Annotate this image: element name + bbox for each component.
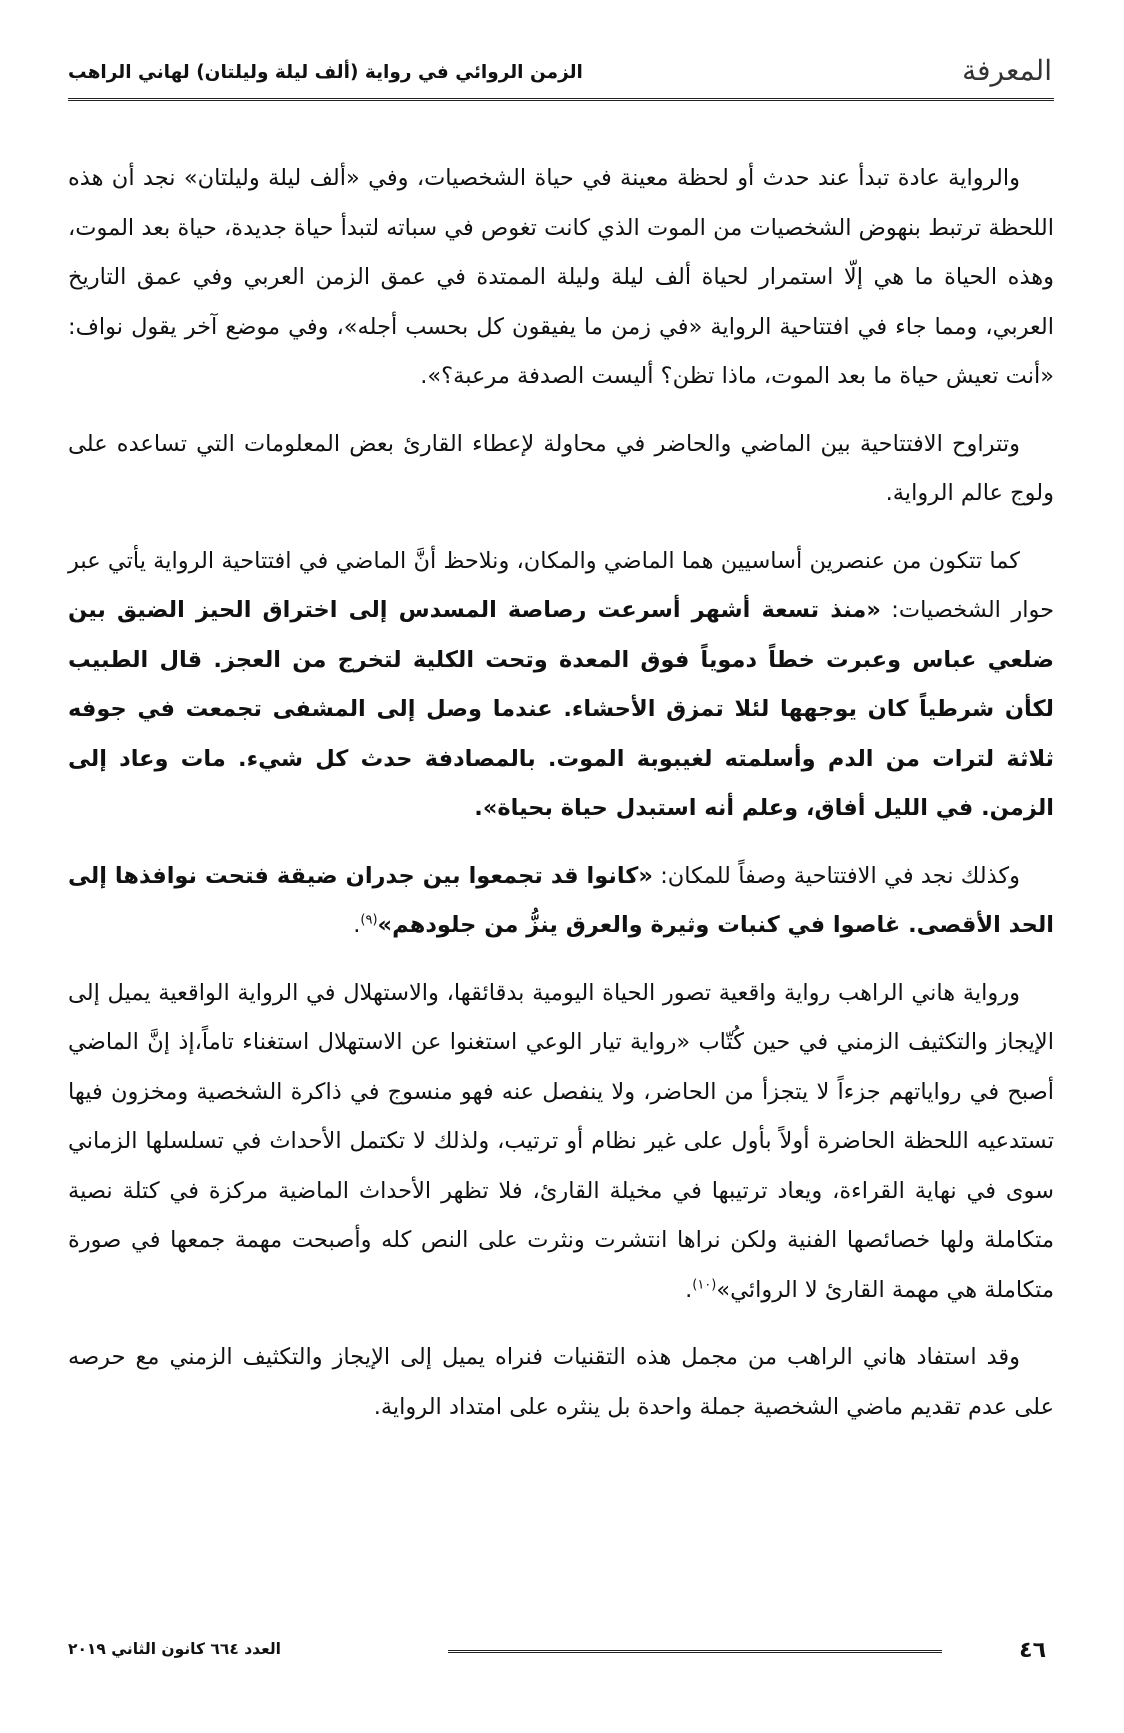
quote-bold: «منذ تسعة أشهر أسرعت رصاصة المسدس إلى اختراق الحيز الضيق بين ضلعي عباس وعبرت خطاً دموياً فوق المعدة وتحت الكلية لتخرج من العجز. قال الطبيب لكأن شرطياً كان يوجهها لئلا تمزق الأحشاء. عندما وصل إلى المشفى تجمعت في جوفه ثلاثة لترات من الدم وأسلمته لغيبوبة الموت. بالمصادفة حدث كل شيء. مات وعاد إلى الزمن. في الليل أفاق، وعلم أنه استبدل حياة بحياة».: [68, 597, 1054, 821]
paragraph-6: وقد استفاد هاني الراهب من مجمل هذه التقنيات فنراه يميل إلى الإيجاز والتكثيف الزمني مع حرصه على عدم تقديم ماضي الشخصية جملة واحدة بل ينثره على امتداد الرواية.: [68, 1344, 1054, 1420]
paragraph-5: ورواية هاني الراهب رواية واقعية تصور الحياة اليومية بدقائقها، والاستهلال في الرواية الواقعية يميل إلى الإيجاز والتكثيف الزمني في حين كُتّاب «رواية تيار الوعي استغنوا عن الاستهلال استغناء تاماً،إذ إنَّ الماضي أصبح في رواياتهم جزءاً لا يتجزأ من الحاضر، ولا ينفصل عنه فهو منسوج في ذاكرة الشخصية ومخزون فيها تستدعيه اللحظة الحاضرة أولاً بأول على غير نظام أو ترتيب، ولذلك لا تكتمل الأحداث في تسلسلها الزماني سوى في نهاية القراءة، ويعاد ترتيبها في مخيلة القارئ، فلا تظهر الأحداث الماضية مركزة في كتلة نصية متكاملة ولها خصائصها الفنية ولكن نراها انتشرت ونثرت على النص كله وأصبحت مهمة جمعها في صورة متكاملة هي مهمة القارئ لا الروائي»$^{(١٠)}$.: [68, 979, 1054, 1303]
quote-bold: «كانوا قد تجمعوا بين جدران ضيقة فتحت نوافذها إلى الحد الأقصى. غاصوا في كنبات وثيرة والعرق ينزُّ من جلودهم»: [68, 862, 1054, 938]
paragraph-4: وكذلك نجد في الافتتاحية وصفاً للمكان: «كانوا قد تجمعوا بين جدران ضيقة فتحت نوافذها إلى الحد الأقصى. غاصوا في كنبات وثيرة والعرق ينزُّ من جلودهم»$^{(٩)}$.: [68, 862, 1054, 938]
footnote-ref: (٩): [360, 912, 378, 928]
page-header: [68, 50, 1054, 90]
footer-divider: [448, 1650, 942, 1653]
footnote-ref: (١٠): [692, 1277, 717, 1292]
paragraph-1: والرواية عادة تبدأ عند حدث أو لحظة معينة في حياة الشخصيات، وفي «ألف ليلة وليلتان» نجد أن هذه اللحظة ترتبط بنهوض الشخصيات من الموت الذي كانت تغوص في سباته لتبدأ حياة جديدة، حياة بعد الموت، وهذه الحياة ما هي إلّا استمرار لحياة ألف ليلة وليلة الممتدة في عمق الزمن العربي وفي عمق التاريخ العربي، ومما جاء في افتتاحية الرواية «في زمن ما يفيقون كل بحسب أجله»، وفي موضع آخر يقول نواف: «أنت تعيش حياة ما بعد الموت، ماذا تظن؟ أليست الصدفة مرعبة؟».: [68, 165, 1054, 389]
header-divider: [68, 98, 1054, 101]
paragraph-2: وتتراوح الافتتاحية بين الماضي والحاضر في محاولة لإعطاء القارئ بعض المعلومات التي تساعده على ولوج عالم الرواية.: [68, 430, 1054, 506]
page-footer: [68, 1638, 1054, 1668]
magazine-logo: المعرفة: [962, 54, 1052, 87]
issue-info: العدد ٦٦٤ كانون الثاني ٢٠١٩: [68, 1640, 281, 1658]
running-title: الزمن الروائي في رواية (ألف ليلة وليلتان) لهاني الراهب: [68, 62, 583, 83]
article-body: [68, 154, 1054, 1450]
paragraph-3: كما تتكون من عنصرين أساسيين هما الماضي والمكان، ونلاحظ أنَّ الماضي في افتتاحية الرواية يأتي عبر حوار الشخصيات: «منذ تسعة أشهر أسرعت رصاصة المسدس إلى اختراق الحيز الضيق بين ضلعي عباس وعبرت خطاً دموياً فوق المعدة وتحت الكلية لتخرج من العجز. قال الطبيب لكأن شرطياً كان يوجهها لئلا تمزق الأحشاء. عندما وصل إلى المشفى تجمعت في جوفه ثلاثة لترات من الدم وأسلمته لغيبوبة الموت. بالمصادفة حدث كل شيء. مات وعاد إلى الزمن. في الليل أفاق، وعلم أنه استبدل حياة بحياة».: [68, 547, 1055, 821]
page-number: ٤٦: [1019, 1638, 1046, 1663]
